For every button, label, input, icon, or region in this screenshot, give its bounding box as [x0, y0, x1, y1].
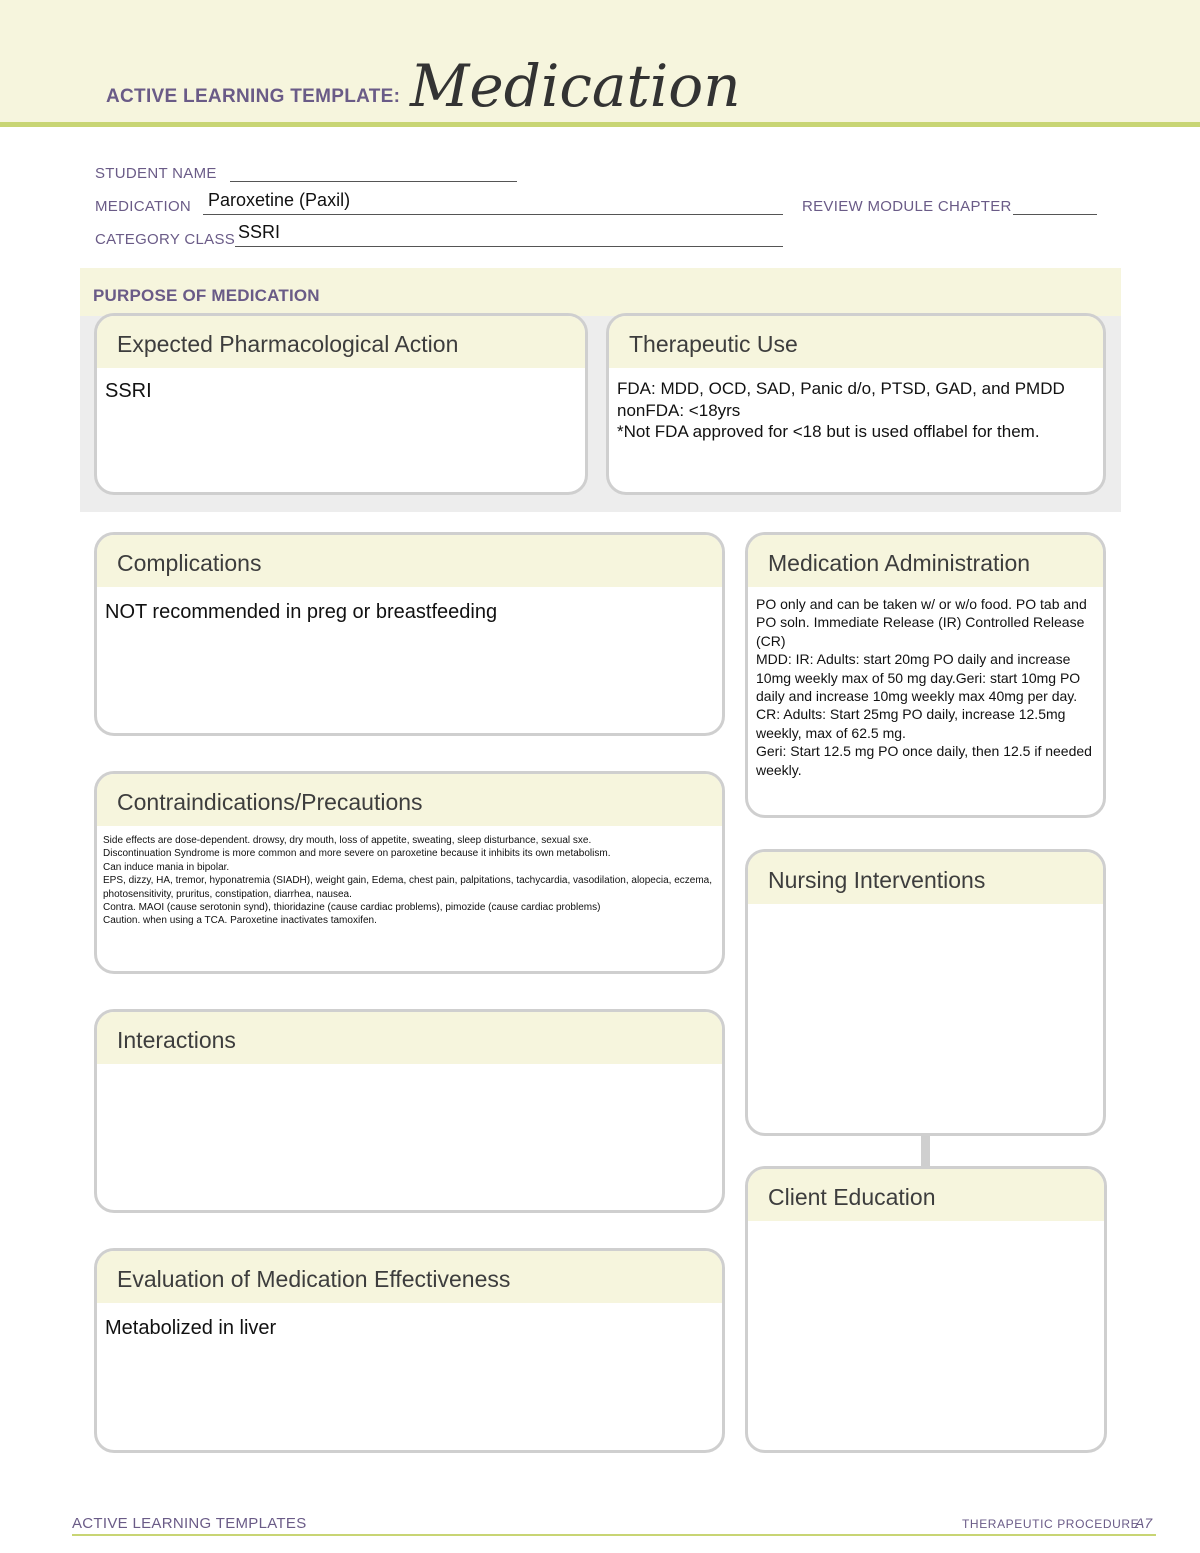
category-class-field[interactable] [235, 245, 783, 247]
contraindications-title: Contraindications/Precautions [97, 774, 722, 826]
review-module-label: REVIEW MODULE CHAPTER [802, 198, 1012, 215]
contraindications-box[interactable] [94, 771, 725, 974]
expected-action-box[interactable] [94, 313, 588, 495]
category-class-value: SSRI [238, 222, 281, 242]
review-module-field[interactable] [1013, 213, 1097, 215]
nursing-interventions-box[interactable] [745, 849, 1106, 1136]
medication-label: MEDICATION [95, 198, 192, 215]
footer-page-number: A7 [1135, 1515, 1153, 1531]
complications-box[interactable] [94, 532, 725, 736]
medication-administration-body: PO only and can be taken w/ or w/o food. PO tab and PO soln. Immediate Release (IR) Controlled Release (CR) MDD: IR: Adults: start 20mg PO daily and increase 10mg weekly max of 50 mg day.Geri: start 10mg PO daily and increase 10mg weekly max 40mg per day. CR: Adults: Start 25mg PO daily, increase 12.5mg weekly, max of 62.5 mg. Geri: Start 12.5 mg PO once daily, then 12.5 if needed weekly. [756, 596, 1092, 778]
therapeutic-use-box[interactable] [606, 313, 1106, 495]
header-label: ACTIVE LEARNING TEMPLATE: [106, 86, 401, 107]
nursing-interventions-body [748, 904, 1103, 916]
interactions-box[interactable] [94, 1009, 725, 1213]
page-title: Medication [410, 52, 741, 120]
footer-left-text: ACTIVE LEARNING TEMPLATES [72, 1515, 307, 1532]
footer-right-text: THERAPEUTIC PROCEDURE [962, 1517, 1140, 1531]
medication-value: Paroxetine (Paxil) [208, 190, 351, 210]
category-class-label: CATEGORY CLASS [95, 231, 236, 248]
medication-field[interactable] [203, 213, 783, 215]
expected-action-body: SSRI [105, 380, 152, 402]
contraindications-body: Side effects are dose-dependent. drowsy, dry mouth, loss of appetite, sweating, sleep disturbance, sexual sxe. Discontinuation Syndrome is more common and more severe on paroxetine because it inhibits its own metabolism. Can induce mania in bipolar. EPS, dizzy, HA, tremor, hyponatremia (SIADH), weight gain, Edema, chest pain, palpitations, tachycardia, vasodilation, alopecia, eczema, photosensitivity, pruritus, constipation, diarrhea, nausea. Contra. MAOI (cause serotonin synd), thioridazine (cause cardiac problems), pimozide (cause cardiac problems) Caution. when using a TCA. Paroxetine inactivates tamoxifen. [103, 835, 712, 927]
client-education-title: Client Education [748, 1169, 1104, 1221]
nursing-interventions-title: Nursing Interventions [748, 852, 1103, 904]
therapeutic-use-body: FDA: MDD, OCD, SAD, Panic d/o, PTSD, GAD, and PMDD nonFDA: <18yrs *Not FDA approved for <18 but is used offlabel for them. [617, 379, 1065, 441]
medication-administration-title: Medication Administration [748, 535, 1103, 587]
header-rule [0, 122, 1200, 127]
therapeutic-use-title: Therapeutic Use [609, 316, 1103, 368]
footer-rule [72, 1534, 1156, 1536]
expected-action-title: Expected Pharmacological Action [97, 316, 585, 368]
box-connector [921, 1136, 930, 1166]
purpose-label: PURPOSE OF MEDICATION [93, 286, 320, 305]
evaluation-body: Metabolized in liver [105, 1317, 277, 1339]
client-education-box[interactable] [745, 1166, 1107, 1453]
evaluation-title: Evaluation of Medication Effectiveness [97, 1251, 722, 1303]
interactions-title: Interactions [97, 1012, 722, 1064]
complications-body: NOT recommended in preg or breastfeeding [105, 601, 498, 623]
interactions-body [97, 1064, 722, 1076]
medication-administration-box[interactable] [745, 532, 1106, 818]
student-name-field[interactable] [230, 180, 517, 182]
client-education-body [748, 1221, 1104, 1233]
student-name-label: STUDENT NAME [95, 165, 217, 182]
evaluation-box[interactable] [94, 1248, 725, 1453]
complications-title: Complications [97, 535, 722, 587]
